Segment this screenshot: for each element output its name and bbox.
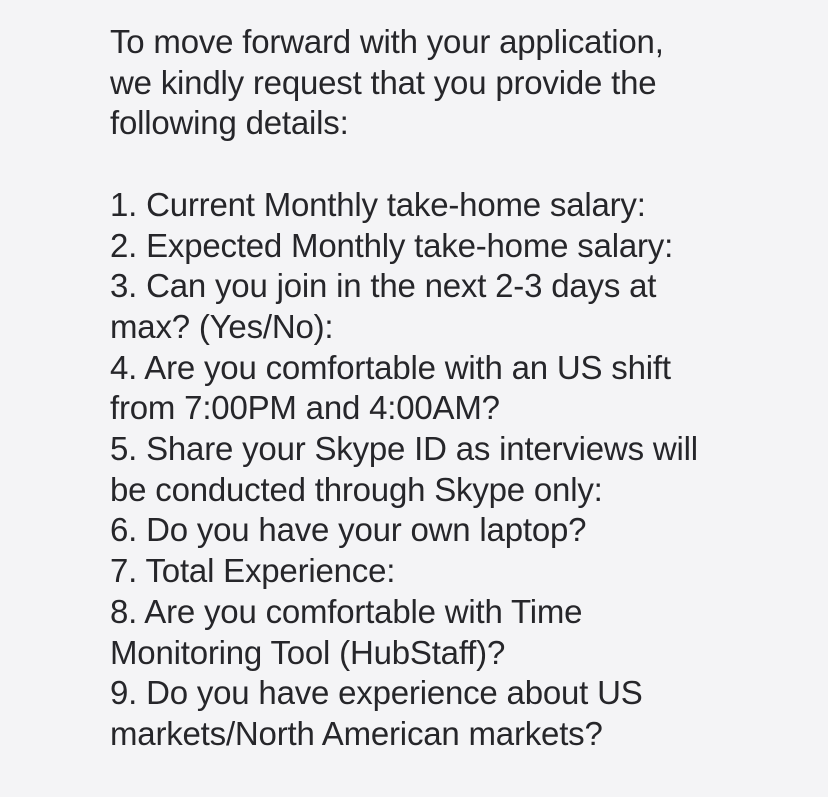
question-line: markets/North American markets?: [110, 714, 603, 752]
intro-line: To move forward with your application,: [110, 23, 664, 60]
question-line: Monitoring Tool (HubStaff)?: [110, 633, 506, 671]
question-line: 5. Share your Skype ID as interviews will: [110, 430, 698, 468]
question-item-6: [110, 510, 732, 551]
question-item-8: [110, 592, 732, 673]
question-item-7: [110, 551, 732, 592]
question-item-9: [110, 673, 732, 754]
question-line: 2. Expected Monthly take-home salary:: [110, 226, 674, 264]
intro-line: we kindly request that you provide the: [110, 63, 657, 101]
question-item-3: [110, 266, 732, 347]
question-line: 7. Total Experience:: [110, 552, 396, 590]
question-line: 1. Current Monthly take-home salary:: [110, 185, 646, 223]
question-line: 4. Are you comfortable with an US shift: [110, 348, 671, 386]
question-line: 6. Do you have your own laptop?: [110, 511, 587, 549]
intro-paragraph: [110, 22, 732, 144]
question-line: 9. Do you have experience about US: [110, 674, 643, 712]
question-line: 8. Are you comfortable with Time: [110, 592, 583, 630]
question-item-5: [110, 429, 732, 510]
question-item-2: [110, 226, 732, 267]
question-line: be conducted through Skype only:: [110, 470, 603, 508]
intro-line: following details:: [110, 104, 349, 142]
question-item-4: [110, 348, 732, 429]
question-item-1: [110, 185, 732, 226]
question-line: max? (Yes/No):: [110, 307, 334, 345]
question-line: from 7:00PM and 4:00AM?: [110, 389, 500, 427]
question-line: 3. Can you join in the next 2-3 days at: [110, 267, 657, 305]
questions-list: [110, 185, 732, 755]
